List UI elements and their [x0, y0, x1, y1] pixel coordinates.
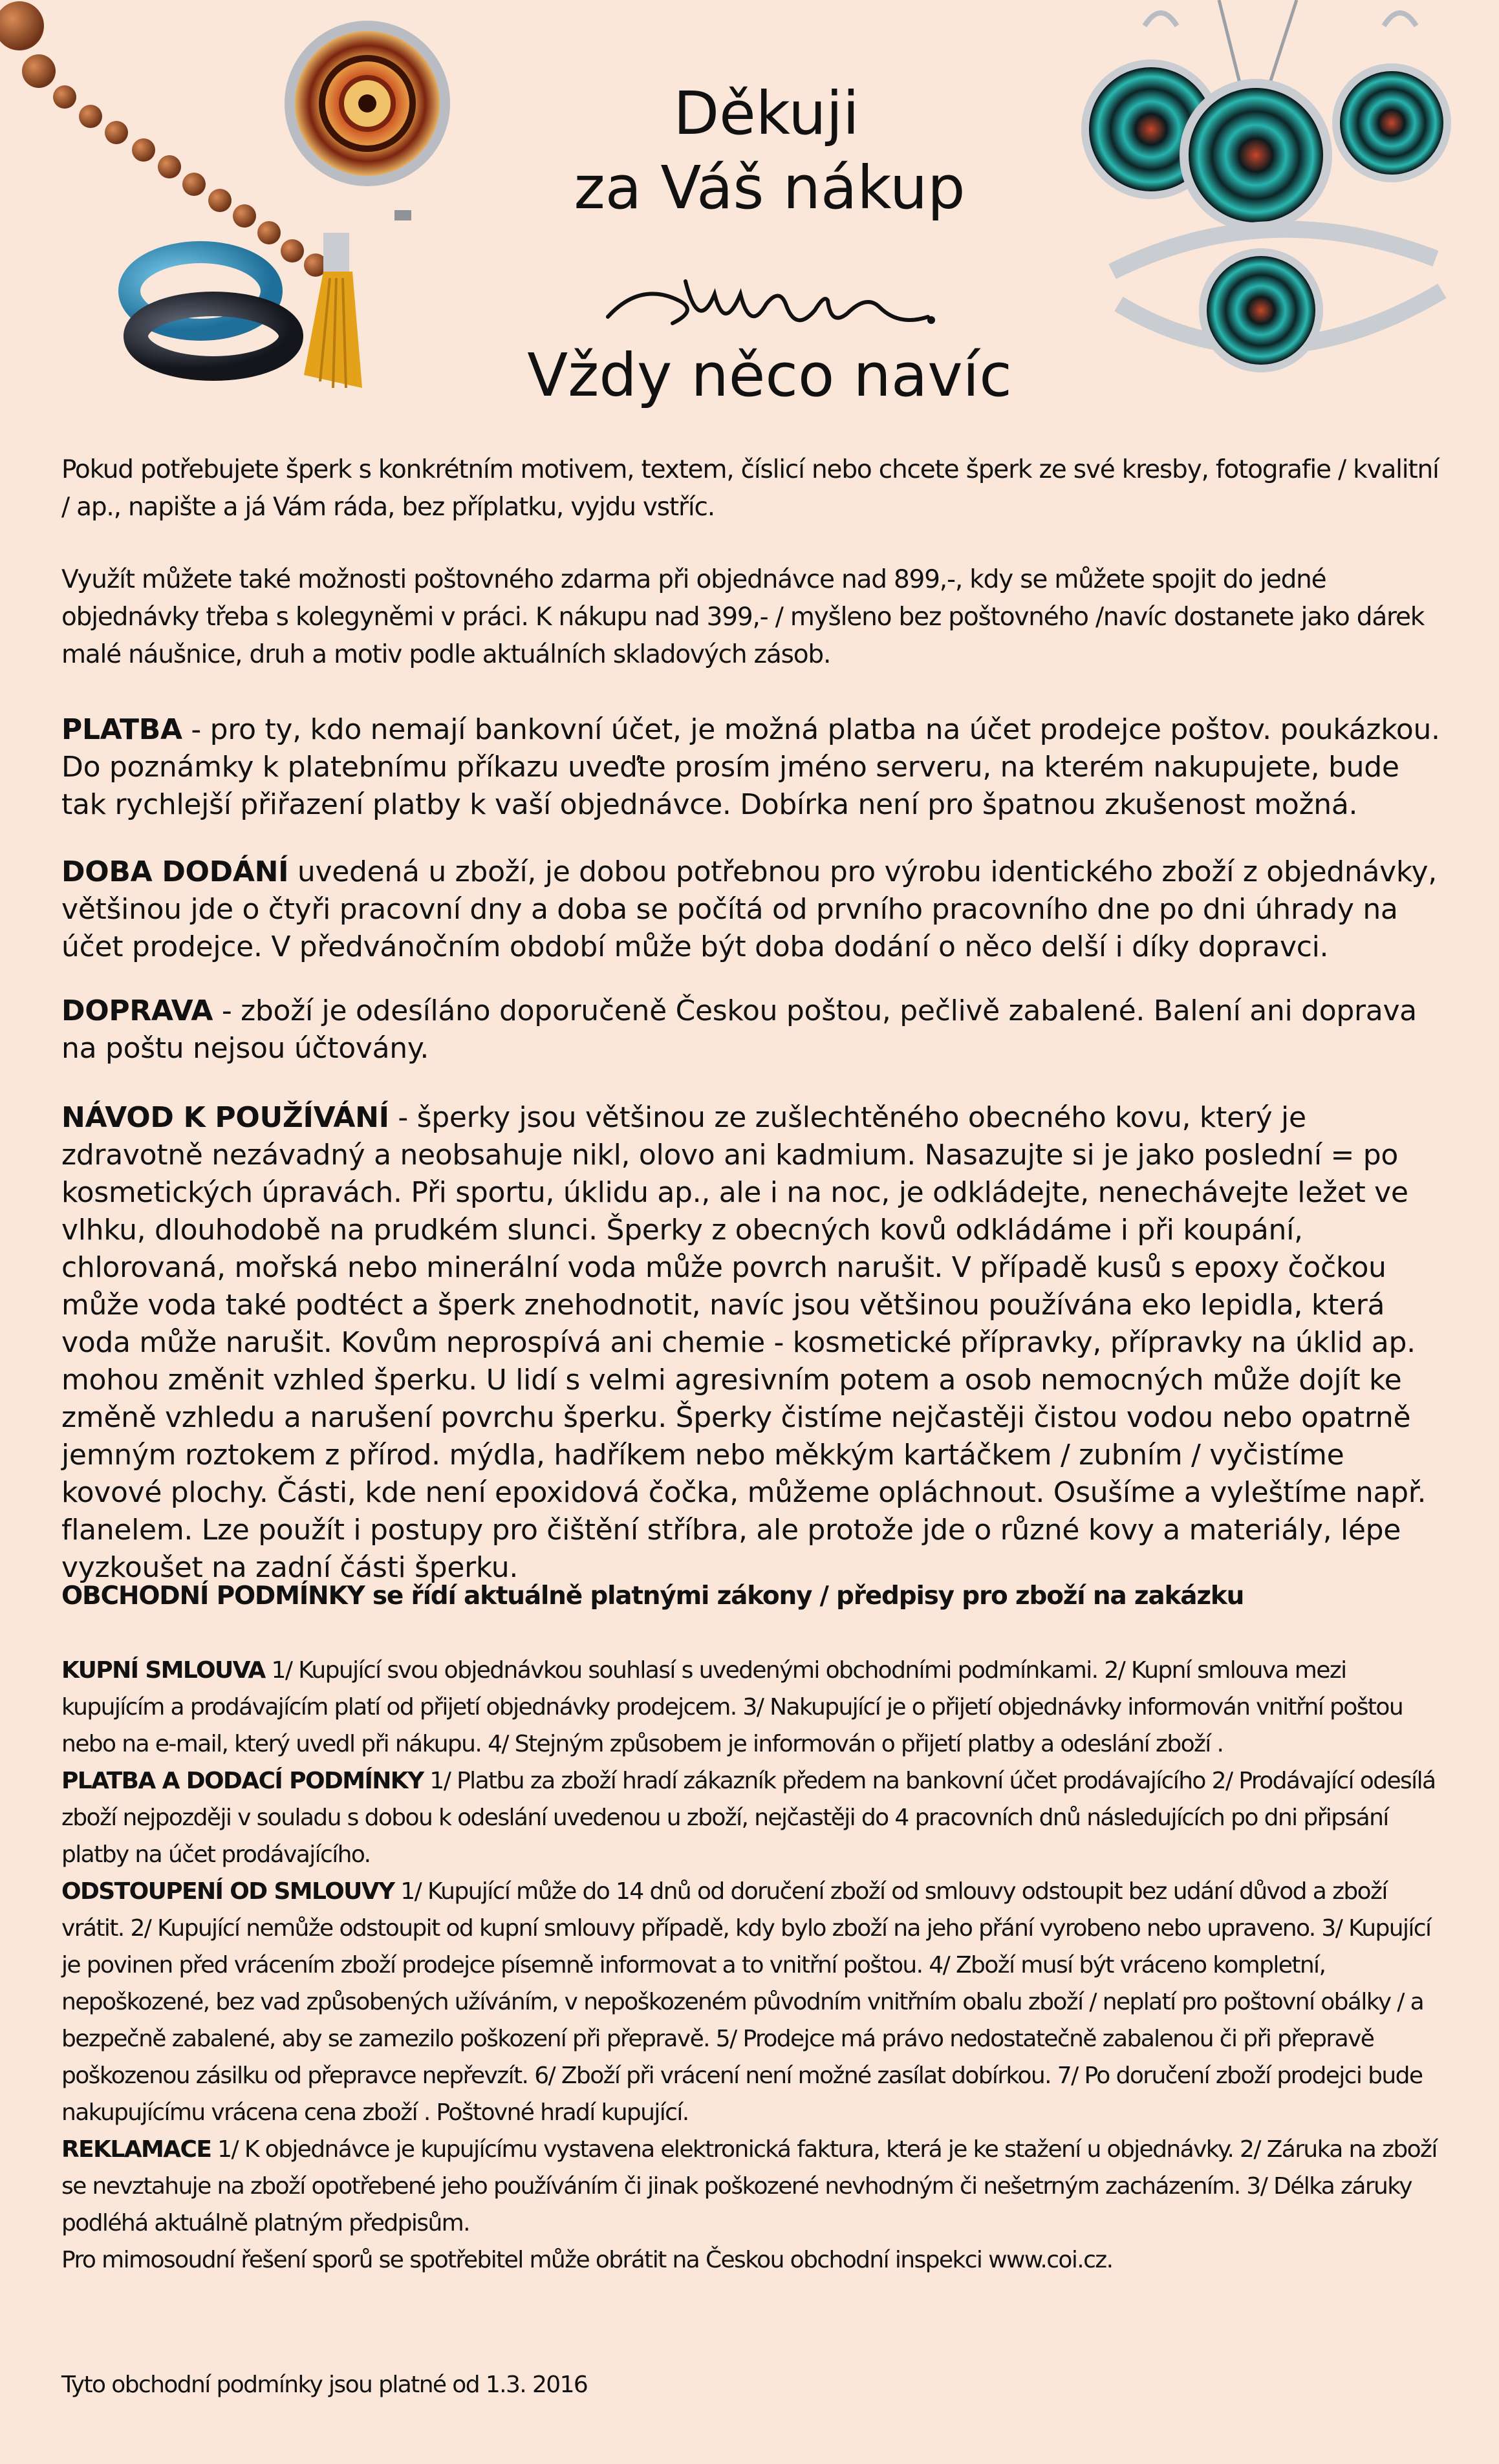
signature-logo	[601, 255, 938, 346]
terms-platba-heading: PLATBA A DODACÍ PODMÍNKY	[61, 1768, 424, 1794]
slogan: Vždy něco navíc	[527, 341, 1012, 410]
section-doba-heading: DOBA DODÁNÍ	[61, 855, 289, 888]
cuff-bracelet	[1112, 230, 1442, 372]
terms-platba-text: 1/ Platbu za zboží hradí zákazník předem na bankovní účet prodávajícího 2/ Prodávající odesílá zboží nejpozději v souladu s dobou k odeslání uvedenou u zboží, nejčastěji do 4 pracovních dnů následujících po dni připsání platby na účet prodávajícího.	[61, 1768, 1436, 1868]
section-platba-text: - pro ty, kdo nemají bankovní účet, je možná platba na účet prodejce poštov. poukázkou. Do poznámky k platebnímu příkazu uveďte prosím jméno serveru, na kterém nakupujete, bude tak rychlejší přiřazení platby k vaší objednávce. Dobírka není pro špatnou zkušenost možná.	[61, 713, 1440, 821]
terms-body	[61, 1652, 1445, 2278]
section-navod-heading: NÁVOD K POUŽÍVÁNÍ	[61, 1101, 389, 1134]
bead-strand	[0, 1, 327, 277]
terms-reklamace-heading: REKLAMACE	[61, 2136, 211, 2163]
earring-right	[1332, 13, 1451, 182]
terms-platba-dodaci	[61, 1762, 1445, 1873]
section-navod	[61, 1099, 1445, 1587]
intro-paragraph-shipping: Využít můžete také možnosti poštovného zdarma při objednávce nad 899,-, kdy se můžete spojit do jedné objednávky třeba s kolegyněmi v práci. K nákupu nad 399,- / myšleno bez poštovného /navíc dostanete jako dárek malé náušnice, druh a motiv podle aktuálních skladových zásob.	[61, 565, 1425, 669]
terms-kupni-text: 1/ Kupující svou objednávkou souhlasí s uvedenými obchodními podmínkami. 2/ Kupní smlouva mezi kupujícím a prodávajícím platí od přijetí objednávky prodejcem. 3/ Nakupující je o přijetí objednávky informován vnitřní poštou nebo na e-mail, který uvedl při nákupu. 4/ Stejným způsobem je informován o přijetí platby a odeslání zboží .	[61, 1657, 1403, 1757]
jewelry-right-illustration	[1073, 0, 1499, 401]
section-navod-text: - šperky jsou většinou ze zušlechtěného obecného kovu, který je zdravotně nezávadný a neobsahuje nikl, olovo ani kadmium. Nasazujte si je jako poslední = po kosmetických úpravách. Při sportu, úklidu ap., ale i na noc, je odkládejte, nenechávejte ležet ve vlhku, dlouhodobě na prudkém slunci. Šperky z obecných kovů odkládáme i při koupání, chlorovaná, mořská nebo minerální voda může povrch narušit. V případě kusů s epoxy čočkou může voda také podtéct a šperk znehodnotit, navíc jsou většinou používána eko lepidla, která voda může narušit. Kovům neprospívá ani chemie - kosmetické přípravky, přípravky na úklid ap. mohou změnit vzhled šperku. U lidí s velmi agresivním potem a osob nemocných může dojít ke změně vzhledu a narušení povrchu šperku. Šperky čistíme nejčastěji čistou vodou nebo opatrně jemným roztokem z přírod. mýdla, hadříkem nebo měkkým kartáčkem / zubním / vyčistíme kovové plochy. Části, kde není epoxidová čočka, můžeme opláchnout. Osušíme a vyleštíme např. flanelem. Lze použít i postupy pro čištění stříbra, ale protože jde o různé kovy a materiály, lépe vyzkoušet na zadní části šperku.	[61, 1101, 1427, 1584]
terms-kupni-smlouva	[61, 1652, 1445, 1762]
section-doprava	[61, 992, 1445, 1067]
section-doprava-text: - zboží je odesíláno doporučeně Českou poštou, pečlivě zabalené. Balení ani doprava na poštu nejsou účtovány.	[61, 994, 1417, 1065]
terms-odstoupeni-heading: ODSTOUPENÍ OD SMLOUVY	[61, 1878, 394, 1905]
section-doba-dodani	[61, 853, 1445, 966]
terms-reklamace	[61, 2131, 1445, 2242]
terms-odstoupeni-text: 1/ Kupující může do 14 dnů od doručení zboží od smlouvy odstoupit bez udání důvod a zboží vrátit. 2/ Kupující nemůže odstoupit od kupní smlouvy případě, kdy bylo zboží na jeho přání vyrobeno nebo upraveno. 3/ Kupující je povinen před vrácením zboží prodejce písemně informovat a to vnitřní poštou. 4/ Zboží musí být vráceno kompletní, nepoškozené, bez vad způsobených užíváním, v nepoškozeném původním vnitřním obalu zboží / neplatí pro poštovní obálky / a bezpečně zabalené, aby se zamezilo poškození při přepravě. 5/ Prodejce má právo nedostatečně zabalenou či při přepravě poškozenou zásilku od přepravce nepřevzít. 6/ Zboží při vrácení není možné zasílat dobírkou. 7/ Po doručení zboží prodejci bude nakupujícímu vrácena cena zboží . Poštovné hradí kupující.	[61, 1878, 1431, 2126]
terms-kupni-heading: KUPNÍ SMLOUVA	[61, 1657, 265, 1684]
section-platba	[61, 711, 1445, 824]
terms-reklamace-text: 1/ K objednávce je kupujícímu vystavena elektronická faktura, která je ke stažení u objednávky. 2/ Záruka na zboží se nevztahuje na zboží opotřebené jeho používáním či jinak poškozené nevhodným či nešetrným zacházením. 3/ Délka záruky podléhá aktuálně platným předpisům.	[61, 2136, 1437, 2236]
section-doba-text: uvedená u zboží, je dobou potřebnou pro výrobu identického zboží z objednávky, většinou jde o čtyři pracovní dny a doba se počítá od prvního pracovního dne po dni úhrady na účet prodejce. V předvánočním období může být doba dodání o něco delší i díky dopravci.	[61, 855, 1437, 963]
necklace-chain	[1219, 0, 1297, 91]
thank-you-subtitle: za Váš nákup	[574, 153, 965, 222]
pendant	[1180, 79, 1332, 231]
terms-coi: Pro mimosoudní řešení sporů se spotřebitel může obrátit na Českou obchodní inspekci www.coi.cz.	[61, 2247, 1113, 2273]
thank-you-title: Děkuji	[673, 79, 859, 148]
section-doprava-heading: DOPRAVA	[61, 994, 213, 1027]
jewelry-left-illustration	[0, 0, 466, 401]
terms-heading: OBCHODNÍ PODMÍNKY se řídí aktuálně platnými zákony / předpisy pro zboží na zakázku	[61, 1581, 1244, 1611]
intro-paragraph-custom: Pokud potřebujete šperk s konkrétním motivem, textem, číslicí nebo chcete šperk ze své kresby, fotografie / kvalitní / ap., napište a já Vám ráda, bez příplatku, vyjdu vstříc.	[61, 455, 1439, 522]
terms-validity: Tyto obchodní podmínky jsou platné od 1.3. 2016	[61, 2372, 588, 2398]
compact-mirror	[285, 21, 450, 220]
terms-odstoupeni	[61, 1873, 1445, 2131]
section-platba-heading: PLATBA	[61, 713, 182, 746]
